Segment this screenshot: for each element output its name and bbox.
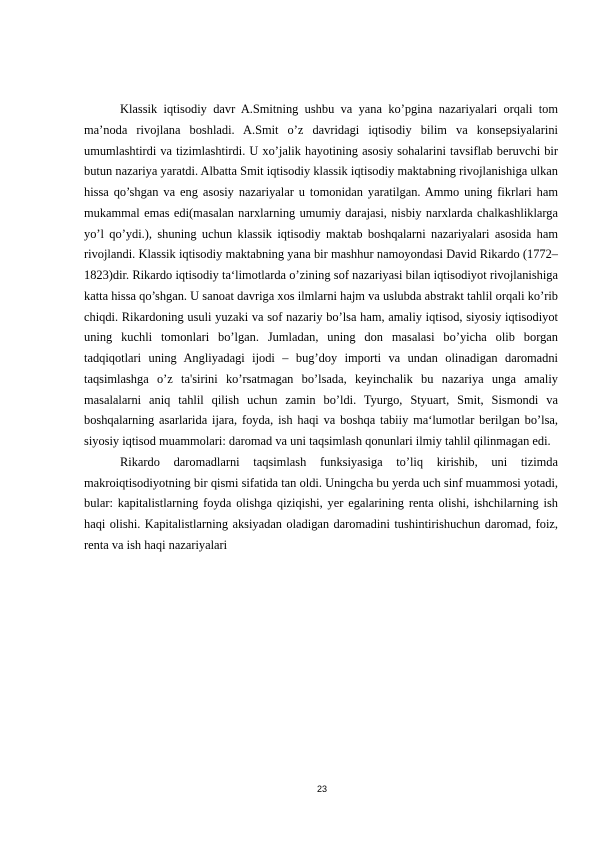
page-number: 23 — [316, 784, 327, 794]
paragraph-2: Rikardo daromadlarni taqsimlash funksiyasiga to’liq kirishib, uni tizimda makroiqtisodiyotning bir qismi sifatida tan oldi. Uningcha bu yerda uch sinf muammosi yotadi, bular: kapitalistlarning foyda olishga qiziqishi, yer egalarining renta olishi, ishchilarning ish haqi olishi. Kapitalistlarning aksiyadan oladigan daromadini tushintirishuchun daromad, foiz, renta va ish haqi nazariyalari — [84, 454, 558, 552]
paragraph-1: Klassik iqtisodiy davr A.Smitning ushbu va yana ko’pgina nazariyalari orqali tom ma’noda rivojlana boshladi. A.Smit o’z davridagi iqtisodiy bilim va konsepsiyalarini umumlashtirdi va tizimlashtirdi. U xo’jalik hayotining asosiy sohalarini tavsiflab beruvchi bir butun nazariya yaratdi. Albatta Smit iqtisodiy klassik iqtisodiy maktabning rivojlanishiga ulkan hissa qo’shgan va eng asosiy nazariyalar u tomonidan yaratilgan. Ammo uning fikrlari ham mukammal emas edi(masalan narxlarning umumiy darajasi, nisbiy narxlarda chalkashliklarga yo’l qo’ydi.), shuning uchun klassik iqtisodiy maktab boshqalarni nazariyalari asosida ham rivojlandi. Klassik iqtisodiy maktabning yana bir mashhur namoyondasi David Rikardo (1772– 1823)dir. Rikardo iqtisodiy ta‘limotlarda o’zining sof nazariyasi bilan iqtisodiyot rivojlanishiga katta hissa qo’shgan. U sanoat davriga xos ilmlarni hajm va uslubda abstrakt tahlil orqali ko’rib chiqdi. Rikardoning usuli yuzaki va sof nazariy bo’lsa ham, amaliy iqtisod, siyosiy iqtisodiyot uning kuchli tomonlari bo’lgan. Jumladan, uning don masalasi bo’yicha olib borgan tadqiqotlari uning Angliyadagi ijodi – bug’doy importi va undan olinadigan daromadni taqsimlashga o’z ta'sirini ko’rsatmagan bo’lsada, keyinchalik bu nazariya unga amaliy masalalarni aniq tahlil qilish uchun zamin bo’ldi. Tyurgo, Styuart, Smit, Sismondi va boshqalarning asarlarida ijara, foyda, ish haqi va boshqa tabiiy ma‘lumotlar berilgan bo’lsa, siyosiy iqtisod muammolari: daromad va uni taqsimlash qonunlari ilmiy tahlil qilinmagan edi. — [84, 102, 558, 448]
body-text — [84, 99, 558, 556]
